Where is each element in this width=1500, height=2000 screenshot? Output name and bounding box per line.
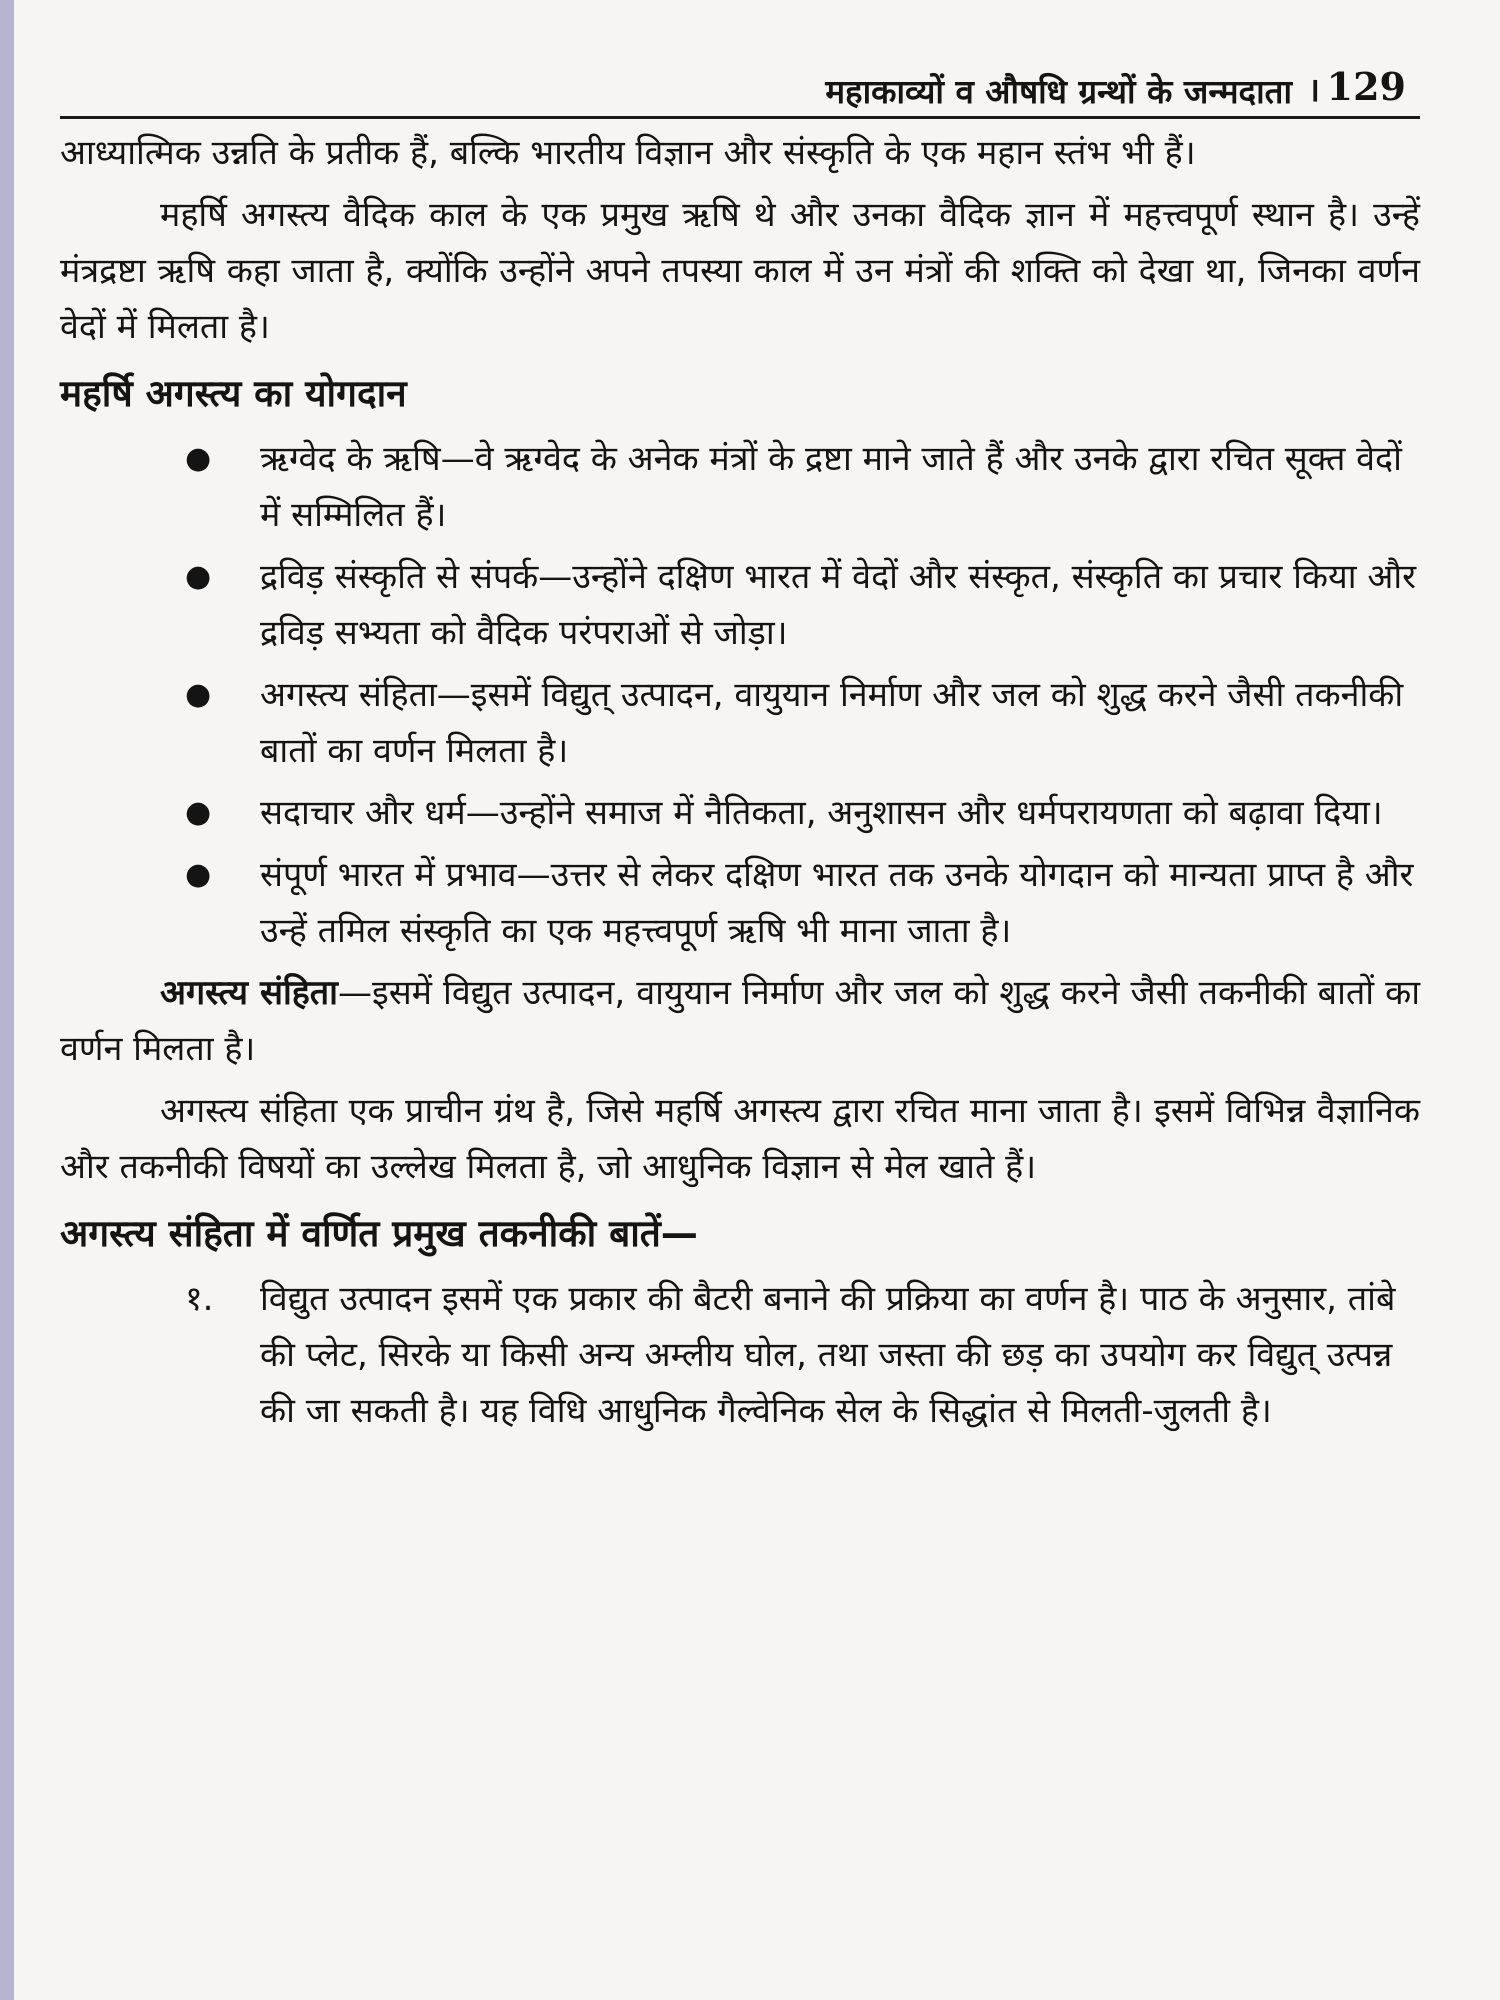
bullet-icon: ●: [185, 559, 212, 594]
header-separator: ।: [1307, 70, 1320, 109]
paragraph-2: महर्षि अगस्त्य वैदिक काल के एक प्रमुख ऋषि थे और उनका वैदिक ज्ञान में महत्त्वपूर्ण स्थान है। उन्हें मंत्रद्रष्टा ऋषि कहा जाता है, क्योंकि उन्होंने अपने तपस्या काल में उन मंत्रों की शक्ति को देखा था, जिनका वर्णन वेदों में मिलता है।: [60, 195, 1420, 347]
running-header: [60, 60, 1420, 119]
list-item: [60, 431, 1420, 543]
item-number: १.: [185, 1279, 214, 1319]
bullet-icon: ●: [185, 795, 212, 830]
contribution-list: [60, 431, 1420, 959]
page-edge-shadow: [0, 0, 14, 2000]
section-heading-contribution: महर्षि अगस्त्य का योगदान: [60, 372, 407, 415]
bullet-text: —उत्तर से लेकर दक्षिण भारत तक उनके योगदान को मान्यता प्राप्त है और उन्हें तमिल संस्कृति का एक महत्त्वपूर्ण ऋषि भी माना जाता है।: [260, 855, 1414, 951]
paragraph-3: अगस्त्य संहिता एक प्राचीन ग्रंथ है, जिसे महर्षि अगस्त्य द्वारा रचित माना जाता है। इसमें विभिन्न वैज्ञानिक और तकनीकी विषयों का उल्लेख मिलता है, जो आधुनिक विज्ञान से मेल खाते हैं।: [60, 1091, 1420, 1187]
bullet-term: अगस्त्य संहिता: [260, 675, 437, 715]
bullet-term: सदाचार और धर्म: [260, 793, 466, 833]
book-page: [60, 60, 1420, 1439]
bullet-term: ऋग्वेद के ऋषि: [260, 439, 441, 479]
bullet-text: —इसमें विद्युत् उत्पादन, वायुयान निर्माण और जल को शुद्ध करने जैसी तकनीकी बातों का वर्णन मिलता है।: [260, 675, 1404, 771]
page-number: 129: [1326, 64, 1406, 109]
list-item: [60, 785, 1420, 841]
samhita-text: —इसमें विद्युत उत्पादन, वायुयान निर्माण और जल को शुद्ध करने जैसी तकनीकी बातों का वर्णन मिलता है।: [60, 973, 1420, 1069]
list-item: [60, 847, 1420, 959]
paragraph-1: आध्यात्मिक उन्नति के प्रतीक हैं, बल्कि भारतीय विज्ञान और संस्कृति के एक महान स्तंभ भी हैं।: [60, 133, 1196, 173]
item-text: विद्युत उत्पादन इसमें एक प्रकार की बैटरी बनाने की प्रक्रिया का वर्णन है। पाठ के अनुसार, तांबे की प्लेट, सिरके या किसी अन्य अम्लीय घोल, तथा जस्ता की छड़ का उपयोग कर विद्युत् उत्पन्न की जा सकती है। यह विधि आधुनिक गैल्वेनिक सेल के सिद्धांत से मिलती-जुलती है।: [260, 1279, 1396, 1431]
list-item: [60, 1271, 1420, 1439]
bullet-text: —वे ऋग्वेद के अनेक मंत्रों के द्रष्टा माने जाते हैं और उनके द्वारा रचित सूक्त वेदों में सम्मिलित हैं।: [260, 439, 1402, 535]
header-title: महाकाव्यों व औषधि ग्रन्थों के जन्मदाता: [825, 72, 1292, 111]
page-body: [60, 125, 1420, 1439]
bullet-icon: ●: [185, 441, 212, 476]
bullet-term: संपूर्ण भारत में प्रभाव: [260, 855, 517, 895]
samhita-term: अगस्त्य संहिता: [160, 973, 338, 1013]
bullet-term: द्रविड़ संस्कृति से संपर्क: [260, 557, 539, 597]
bullet-text: —उन्होंने दक्षिण भारत में वेदों और संस्कृत, संस्कृति का प्रचार किया और द्रविड़ सभ्यता को वैदिक परंपराओं से जोड़ा।: [260, 557, 1417, 653]
samhita-paragraph: [60, 965, 1420, 1077]
bullet-text: —उन्होंने समाज में नैतिकता, अनुशासन और धर्मपरायणता को बढ़ावा दिया।: [465, 793, 1383, 833]
list-item: [60, 667, 1420, 779]
bullet-icon: ●: [185, 857, 212, 892]
techniques-list: [60, 1271, 1420, 1439]
bullet-icon: ●: [185, 677, 212, 712]
section-heading-techniques: अगस्त्य संहिता में वर्णित प्रमुख तकनीकी बातें—: [60, 1212, 698, 1255]
list-item: [60, 549, 1420, 661]
